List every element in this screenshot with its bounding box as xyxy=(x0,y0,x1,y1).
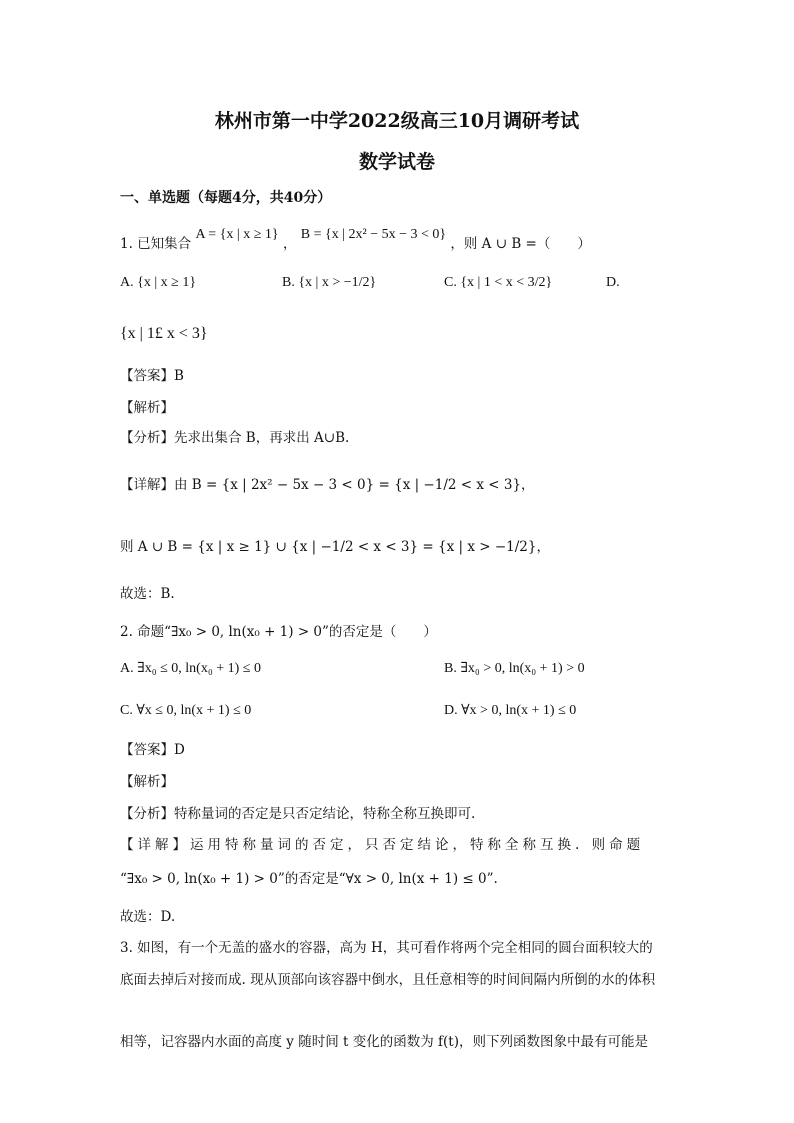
q2-option-d: D. ∀x > 0, ln(x + 1) ≤ 0 xyxy=(444,703,577,718)
q1-set-a: A = {x | x ≥ 1} xyxy=(195,227,279,242)
q2-stem: 2. 命题“∃x₀ > 0, ln(x₀ + 1) > 0”的否定是（ ） xyxy=(120,624,437,640)
q1-stem xyxy=(120,227,591,253)
q1-detail-2: 则 A ∪ B = {x | x ≥ 1} ∪ {x | −1/2 < x < 3} = {x | x > −1/2}， xyxy=(120,539,550,555)
q1-analysis: 【分析】先求出集合 B，再求出 A∪B. xyxy=(120,430,350,446)
q1-conclusion: 故选：B. xyxy=(120,586,175,602)
q2-analysis-label: 【解析】 xyxy=(120,774,174,790)
q2-analysis: 【分析】特称量词的否定是只否定结论，特称全称互换即可. xyxy=(120,806,476,822)
q1-option-c: C. {x | 1 < x < 3/2} xyxy=(444,275,553,290)
q2-detail-2: “∃x₀ > 0, ln(x₀ + 1) > 0”的否定是“∀x > 0, ln(x + 1) ≤ 0”. xyxy=(120,871,498,887)
page-title: 林州市第一中学2022级高三10月调研考试 xyxy=(214,110,580,132)
q1-prefix: 1. 已知集合 xyxy=(120,236,192,252)
q1-set-b: B = {x | 2x² − 5x − 3 < 0} xyxy=(300,227,447,242)
q2-answer: 【答案】D xyxy=(120,742,185,758)
q1-option-b: B. {x | x > −1/2} xyxy=(282,275,377,290)
q2-option-b: B. ∃x₀ > 0, ln(x₀ + 1) > 0 xyxy=(444,661,585,676)
q3-stem-line-1: 3. 如图，有一个无盖的盛水的容器，高为 H，其可看作将两个完全相同的圆台面积较大的 xyxy=(120,940,653,956)
q2-conclusion: 故选：D. xyxy=(120,909,176,925)
q1-analysis-label: 【解析】 xyxy=(120,400,174,416)
q2-detail: 【详解】运用特称量词的否定，只否定结论，特称全称互换. 则命题 xyxy=(120,837,645,853)
q2-option-a: A. ∃x₀ ≤ 0, ln(x₀ + 1) ≤ 0 xyxy=(120,661,261,676)
q2-option-c: C. ∀x ≤ 0, ln(x + 1) ≤ 0 xyxy=(120,703,252,718)
q3-stem-line-3: 相等，记容器内水面的高度 y 随时间 t 变化的函数为 f(t)，则下列函数图象中最有可能是 xyxy=(120,1034,648,1050)
page-subtitle: 数学试卷 xyxy=(358,151,435,173)
q1-option-a: A. {x | x ≥ 1} xyxy=(120,275,197,290)
q1-detail: 【详解】由 B = {x | 2x² − 5x − 3 < 0} = {x | −1/2 < x < 3}， xyxy=(120,477,535,493)
q1-answer: 【答案】B xyxy=(120,368,184,384)
section-heading: 一、单选题（每题4分，共40分） xyxy=(120,190,332,206)
q1-ask: ，则 A ∪ B =（ ） xyxy=(450,236,591,252)
q1-option-d-body: {x | 1£ x < 3} xyxy=(120,325,208,342)
q1-option-d-label: D. xyxy=(606,275,620,290)
q3-stem-line-2: 底面去掉后对接而成. 现从顶部向该容器中倒水，且任意相等的时间间隔内所倒的水的体积 xyxy=(120,972,656,988)
q1-sep: ， xyxy=(282,236,297,252)
